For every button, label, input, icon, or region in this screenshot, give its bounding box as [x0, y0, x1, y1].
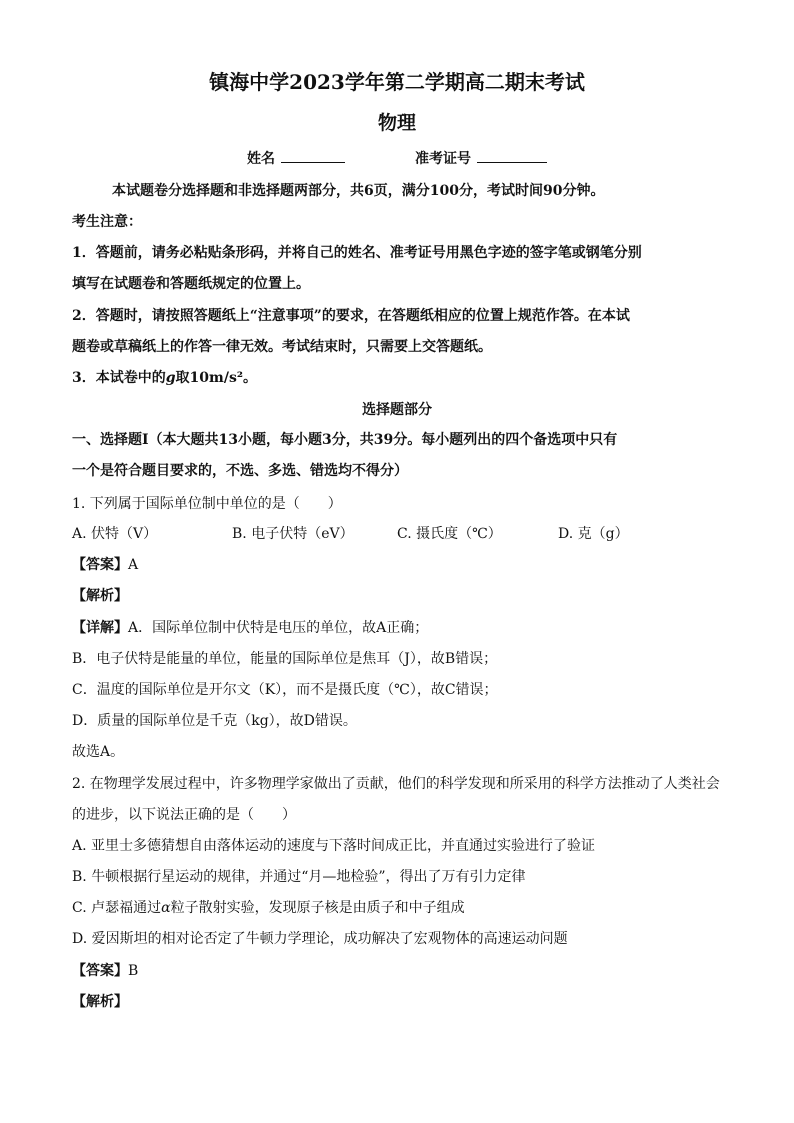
question-1-detail-line-1 [72, 618, 428, 638]
question-2-stem-line-2: 的进步，以下说法正确的是（ ） [72, 807, 296, 823]
answer-tag: 【答案】 [72, 963, 128, 979]
notice-item-1-line-2: 填写在试题卷和答题纸规定的位置上。 [72, 276, 310, 292]
candidate-info-row [0, 148, 794, 169]
part-1-line-1: 一、选择题Ⅰ（本大题共13小题，每小题3分，共39分。每小题列出的四个备选项中只有 [72, 432, 618, 448]
name-label: 姓名 [247, 151, 275, 167]
question-1-stem: 1. 下列属于国际单位制中单位的是（ ） [72, 496, 342, 512]
notice-item-3-prefix: 3．本试卷中的 [72, 370, 166, 386]
question-1-detail-line-3: C．温度的国际单位是开尔文（K），而不是摄氏度（℃），故C错误； [72, 682, 498, 698]
question-1-option-c: C. 摄氏度（℃） [397, 526, 502, 542]
notice-item-1-line-1: 1．答题前，请务必粘贴条形码，并将自己的姓名、准考证号用黑色字迹的签字笔或钢笔分别 [72, 245, 642, 261]
question-1-option-b: B. 电子伏特（eV） [232, 526, 354, 542]
option-c-suffix: 粒子散射实验，发现原子核是由质子和中子组成 [170, 900, 465, 916]
question-1-analysis-tag: 【解析】 [72, 588, 128, 604]
option-c-prefix: C. 卢瑟福通过 [72, 900, 162, 916]
question-2-option-d: D. 爱因斯坦的相对论否定了牛顿力学理论，成功解决了宏观物体的高速运动问题 [72, 931, 568, 947]
notice-item-2-line-2: 题卷或草稿纸上的作答一律无效。考试结束时，只需要上交答题纸。 [72, 339, 492, 355]
notice-heading: 考生注意： [72, 214, 142, 230]
question-2-option-c [72, 898, 465, 918]
notice-item-3 [72, 368, 257, 388]
notice-item-2-line-1: 2．答题时，请按照答题纸上“注意事项”的要求，在答题纸相应的位置上规范作答。在本试 [72, 308, 630, 324]
alpha-symbol: α [161, 900, 171, 916]
question-1-option-a: A. 伏特（V） [72, 526, 158, 542]
section-heading: 选择题部分 [362, 402, 432, 418]
name-blank [281, 148, 345, 163]
detail-tag: 【详解】 [72, 620, 128, 636]
question-1-detail-line-4: D．质量的国际单位是千克（kg），故D错误。 [72, 713, 357, 729]
question-1-option-d: D. 克（g） [558, 526, 629, 542]
question-2-answer [72, 961, 138, 981]
question-2-option-b: B. 牛顿根据行星运动的规律，并通过“月—地检验”，得出了万有引力定律 [72, 869, 526, 885]
intro-text: 本试题卷分选择题和非选择题两部分，共6页，满分100分，考试时间90分钟。 [112, 183, 605, 199]
notice-item-3-suffix: 取10m/s²。 [175, 370, 257, 386]
gravity-symbol: g [165, 370, 176, 386]
detail-text: A．国际单位制中伏特是电压的单位，故A正确； [128, 620, 429, 636]
answer-value: B [128, 963, 139, 979]
answer-value: A [128, 557, 139, 573]
question-2-analysis-tag: 【解析】 [72, 994, 128, 1010]
subject-title: 物理 [377, 112, 416, 134]
exam-title: 镇海中学2023学年第二学期高二期末考试 [209, 70, 585, 94]
question-1-answer [72, 555, 138, 575]
part-1-line-2: 一个是符合题目要求的，不选、多选、错选均不得分） [72, 463, 408, 479]
answer-tag: 【答案】 [72, 557, 128, 573]
question-2-stem-line-1: 2. 在物理学发展过程中，许多物理学家做出了贡献，他们的科学发现和所采用的科学方法推动了人类社会 [72, 776, 720, 792]
exam-id-label: 准考证号 [415, 151, 471, 167]
question-1-conclusion: 故选A。 [72, 744, 125, 760]
question-1-detail-line-2: B．电子伏特是能量的单位，能量的国际单位是焦耳（J），故B错误； [72, 651, 498, 667]
exam-id-blank [477, 148, 547, 163]
question-2-option-a: A. 亚里士多德猜想自由落体运动的速度与下落时间成正比，并直通过实验进行了验证 [72, 838, 596, 854]
